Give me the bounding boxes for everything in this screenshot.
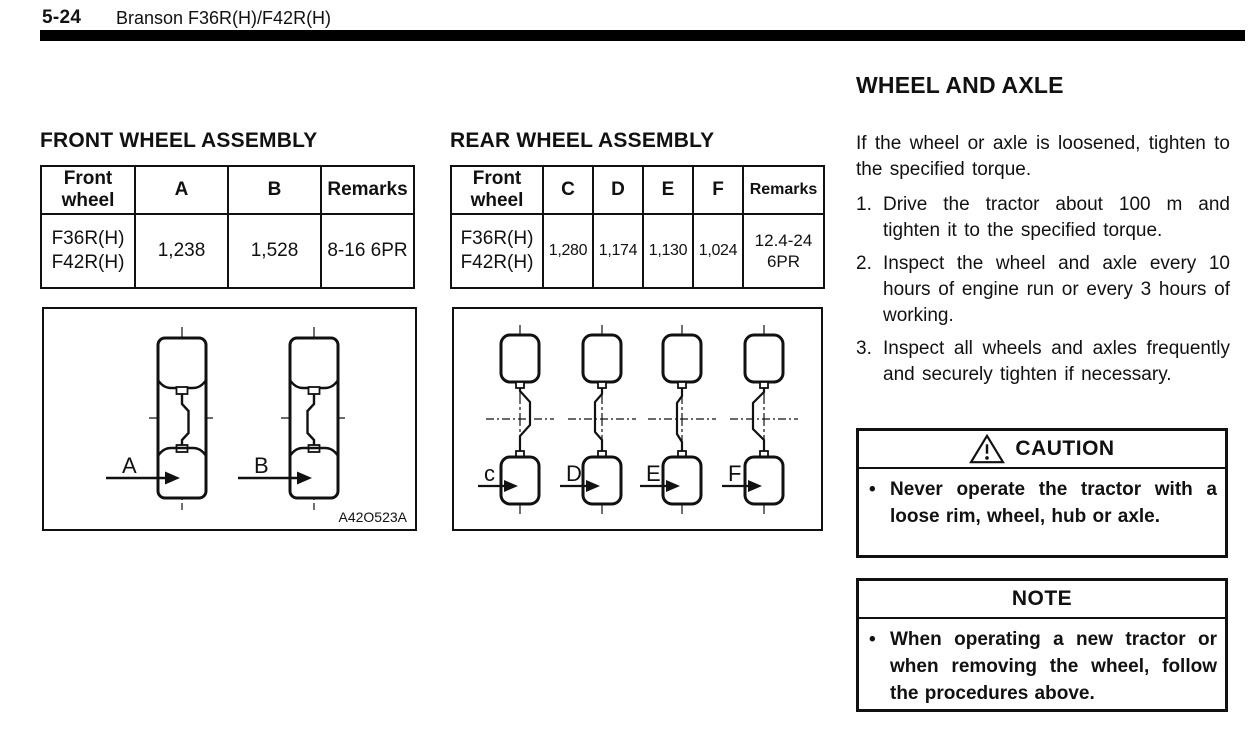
front-col-model: Front wheel — [41, 166, 135, 214]
rear-model-cell — [451, 214, 543, 288]
step-item-2 — [856, 251, 1230, 329]
arrow-icon — [106, 472, 180, 485]
front-model-cell — [41, 214, 135, 288]
figure-label-d: D — [566, 461, 582, 486]
rear-value-f: 1,024 — [693, 214, 743, 288]
rear-assembly-heading: REAR WHEEL ASSEMBLY — [450, 129, 715, 152]
wheel-figure-a — [106, 327, 215, 510]
note-title: NOTE — [1011, 587, 1073, 610]
bullet: • — [869, 479, 876, 500]
step-text: Inspect the wheel and axle every 10 hours of engine run or every 3 hours of working. — [883, 253, 1230, 326]
rear-wheel-diagram — [452, 307, 823, 531]
rear-value-d: 1,174 — [593, 214, 643, 288]
caution-title: CAUTION — [1015, 437, 1115, 460]
figure-label-f: F — [728, 461, 742, 486]
front-table-data-row — [41, 214, 414, 288]
front-remarks-value: 8-16 6PR — [321, 214, 414, 288]
step-text: Drive the tractor about 100 m and tighten it to the specified torque. — [883, 194, 1230, 241]
note-text: When operating a new tractor or when removing the wheel, follow the procedures above. — [890, 629, 1217, 704]
caution-header — [859, 431, 1225, 469]
step-number: 1. — [856, 194, 872, 215]
rear-col-c: C — [543, 166, 593, 214]
front-col-remarks: Remarks — [321, 166, 414, 214]
warning-triangle-icon — [969, 433, 1005, 465]
step-item-1 — [856, 192, 1230, 244]
front-assembly-table — [40, 165, 415, 289]
rear-assembly-table — [450, 165, 825, 289]
rear-col-model: Front wheel — [451, 166, 543, 214]
rear-model-line2: F42R(H) — [460, 252, 534, 273]
header-rule — [40, 30, 1245, 41]
caution-text: Never operate the tractor with a loose rim, wheel, hub or axle. — [890, 479, 1217, 527]
rear-model-line1: F36R(H) — [460, 228, 534, 249]
figure-label-c: c — [484, 461, 495, 486]
bullet: • — [869, 629, 876, 650]
rear-remarks-value — [743, 214, 824, 288]
step-number: 3. — [856, 338, 872, 359]
front-wheel-figure — [44, 309, 415, 529]
rear-col-f: F — [693, 166, 743, 214]
front-value-a: 1,238 — [135, 214, 228, 288]
page-title: Branson F36R(H)/F42R(H) — [116, 8, 332, 28]
step-number: 2. — [856, 253, 872, 274]
rear-col-d: D — [593, 166, 643, 214]
procedure-steps — [856, 192, 1230, 395]
note-box — [856, 578, 1228, 712]
wheel-figure-b — [238, 327, 347, 510]
wheel-figure-e — [640, 325, 716, 515]
rear-value-e: 1,130 — [643, 214, 693, 288]
front-model-line1: F36R(H) — [51, 228, 125, 249]
step-text: Inspect all wheels and axles frequently and securely tighten if necessary. — [883, 338, 1230, 385]
front-model-line2: F42R(H) — [51, 252, 125, 273]
wheel-figure-d — [560, 325, 636, 515]
rear-value-c: 1,280 — [543, 214, 593, 288]
caution-box — [856, 428, 1228, 558]
figure-label-a: A — [122, 453, 137, 478]
wheel-figure-c — [478, 325, 554, 515]
caution-body — [859, 469, 1225, 530]
rear-remarks-line2: 6PR — [766, 252, 801, 271]
figure-label-e: E — [646, 461, 661, 486]
figure-label-b: B — [254, 453, 269, 478]
rear-table-data-row — [451, 214, 824, 288]
front-wheel-diagram — [42, 307, 417, 531]
note-header — [859, 581, 1225, 619]
rear-remarks-line1: 12.4-24 — [754, 231, 813, 250]
wheel-figure-f — [722, 325, 798, 515]
wheel-axle-heading: WHEEL AND AXLE — [856, 72, 1064, 98]
rear-col-e: E — [643, 166, 693, 214]
rear-table-header-row — [451, 166, 824, 214]
front-col-a: A — [135, 166, 228, 214]
front-value-b: 1,528 — [228, 214, 321, 288]
diagram-code: A42O523A — [338, 509, 407, 525]
note-body — [859, 619, 1225, 707]
arrow-icon — [238, 472, 312, 485]
front-assembly-heading: FRONT WHEEL ASSEMBLY — [40, 129, 318, 152]
front-table-header-row — [41, 166, 414, 214]
intro-paragraph: If the wheel or axle is loosened, tighten to the specified torque. — [856, 133, 1230, 180]
step-item-3 — [856, 336, 1230, 388]
rear-col-remarks: Remarks — [743, 166, 824, 214]
page-number: 5-24 — [42, 7, 82, 28]
rear-wheel-figure — [454, 309, 821, 529]
front-col-b: B — [228, 166, 321, 214]
